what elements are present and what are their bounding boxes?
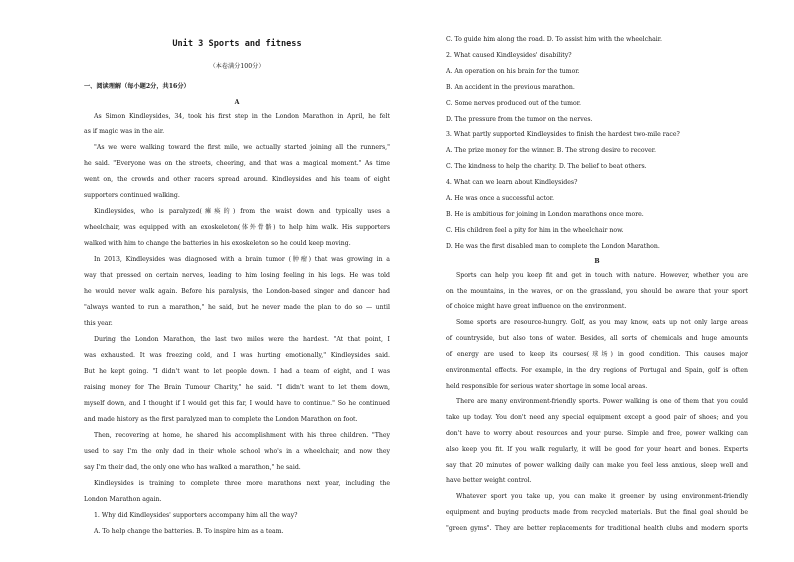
passage-b-line: of choice might have great influence on the environment.: [446, 303, 627, 310]
passage-a-line: During the London Marathon, the last two miles were the hardest. "At that point, I: [94, 336, 390, 343]
passage-a-line: But he kept going. "I didn't want to let people down. I had a team of eight, and I was: [84, 368, 390, 375]
passage-b-line: Whatever sport you take up, you can make it greener by using environment-friendly: [456, 493, 748, 500]
passage-a-line: went on, the crowds and other racers spread around. Kindleysides and his team of eight: [84, 176, 390, 183]
question-1-options-ab: A. To help change the batteries. B. To inspire him as a team.: [94, 528, 284, 535]
question-4-option: D. He was the first disabled man to complete the London Marathon.: [446, 243, 660, 250]
passage-a-line: "always wanted to run a marathon," he said, but he never made the plan to do so — until: [84, 304, 390, 311]
question-4-option: B. He is ambitious for joining in London marathons once more.: [446, 211, 644, 218]
page-title: Unit 3 Sports and fitness: [172, 39, 302, 49]
passage-a-line: was exhausted. It was freezing cold, and I was hurting emotionally," Kindleysides said.: [84, 352, 390, 359]
passage-b-line: have better weight control.: [446, 477, 532, 484]
question-3: 3. What partly supported Kindleysides to finish the hardest two-mile race?: [446, 131, 680, 138]
passage-a-line: "As we were walking toward the first mile, we actually started joining all the runners,": [94, 144, 390, 151]
passage-a-line: way that pressed on certain nerves, leading to him losing feeling in his legs. He was told: [84, 272, 390, 279]
score-note: （本卷满分100分）: [209, 63, 265, 70]
passage-a-letter: A: [234, 99, 240, 106]
passage-a-line: Kindleysides, who is paralyzed(瘫痪的) from the waist down and typically uses a: [94, 208, 390, 215]
question-1: 1. Why did Kindleysides' supporters accompany him all the way?: [94, 512, 298, 519]
question-3-option: C. The kindness to help the charity. D. The belief to beat others.: [446, 163, 647, 170]
passage-a-line: say I'm their dad, the only one who has walked a marathon," he said.: [84, 464, 301, 471]
question-1-options-cd: C. To guide him along the road. D. To assist him with the wheelchair.: [446, 36, 662, 43]
passage-a-line: used to say I'm the only dad in their whole school who's in a wheelchair, and now they: [84, 448, 390, 455]
passage-b-line: of energy are used to keep its courses(球场) in good condition. This causes major: [446, 351, 748, 358]
passage-a-line: In 2013, Kindleysides was diagnosed with a brain tumor (肿瘤) that was growing in a: [94, 256, 390, 263]
passage-b-line: say that 20 minutes of power walking daily can make you feel less anxious, sleep well and: [446, 462, 748, 469]
passage-a-line: Then, recovering at home, he shared his accomplishment with his three children. "They: [94, 432, 390, 439]
passage-b-line: also keep you fit. If you walk regularly, it will be good for your heart and bones. Experts: [446, 446, 748, 453]
passage-a-line: Kindleysides is training to complete three more marathons next year, including the: [94, 480, 390, 487]
question-4: 4. What can we learn about Kindleysides?: [446, 179, 578, 186]
question-2: 2. What caused Kindleysides' disability?: [446, 52, 572, 59]
passage-b-line: don't have to worry about resources and your purse. Simple and free, power walking can: [446, 430, 748, 437]
question-4-option: A. He was once a successful actor.: [446, 195, 554, 202]
question-2-option: C. Some nerves produced out of the tumor.: [446, 100, 582, 107]
passage-b-line: on the mountains, in the waves, or on the grassland, you should be aware that your sport: [446, 288, 748, 295]
question-3-option: A. The prize money for the winner. B. The strong desire to recover.: [446, 147, 657, 154]
passage-b-line: of countryside, but also tons of water. Besides, all sorts of chemicals and huge amounts: [446, 335, 748, 342]
question-2-option: D. The pressure from the tumor on the nerves.: [446, 116, 593, 123]
passage-a-line: wheelchair, was equipped with an exoskeleton(体外骨骼) to help him walk. His supporters: [84, 224, 390, 231]
passage-b-line: "green gyms". They are better replacements for traditional health clubs and modern sports: [446, 525, 748, 532]
passage-b-line: equipment and buying products made from recycled materials. But the final goal should be: [446, 509, 748, 516]
passage-b-line: environmental effects. For example, in the dry regions of Portugal and Spain, golf is often: [446, 367, 748, 374]
question-4-option: C. His children feel a pity for him in the wheelchair now.: [446, 227, 624, 234]
passage-b-line: take up today. You don't need any special equipment except a good pair of shoes; and you: [446, 414, 748, 421]
passage-a-line: and made history as the first paralyzed man to complete the London Marathon on foot.: [84, 416, 358, 423]
passage-a-line: London Marathon again.: [84, 496, 162, 503]
passage-a-line: walked with him to change the batteries in his exoskeleton so he could keep moving.: [84, 240, 351, 247]
passage-a-line: this year.: [84, 320, 113, 327]
passage-b-letter: B: [594, 258, 600, 265]
passage-a-line: raising money for The Brain Tumour Charity," he said. "I didn't want to let them down,: [84, 384, 390, 391]
question-2-option: B. An accident in the previous marathon.: [446, 84, 575, 91]
passage-a-line: as if magic was in the air.: [84, 128, 165, 135]
passage-b-line: Some sports are resource-hungry. Golf, as you may know, eats up not only large areas: [456, 319, 748, 326]
section-heading: 一、阅读理解（每小题2分，共16分）: [84, 83, 190, 90]
question-2-option: A. An operation on his brain for the tumor.: [446, 68, 580, 75]
passage-a-line: he would never walk again. Before his paralysis, the London-based singer and dancer had: [84, 288, 390, 295]
passage-b-line: There are many environment-friendly sports. Power walking is one of them that you could: [456, 398, 748, 405]
passage-a-line: supporters continued walking.: [84, 192, 180, 199]
passage-a-line: As Simon Kindleysides, 34, took his first step in the London Marathon in April, he felt: [94, 113, 390, 120]
passage-a-line: he said. "Everyone was on the streets, cheering, and that was a magical moment." As time: [84, 160, 390, 167]
passage-b-line: held responsible for serious water shortage in some local areas.: [446, 383, 648, 390]
passage-b-line: Sports can help you keep fit and get in touch with nature. However, whether you are: [456, 272, 748, 279]
passage-a-line: myself down, and I thought if I would get this far, I would have to continue." So he continued: [84, 400, 390, 407]
